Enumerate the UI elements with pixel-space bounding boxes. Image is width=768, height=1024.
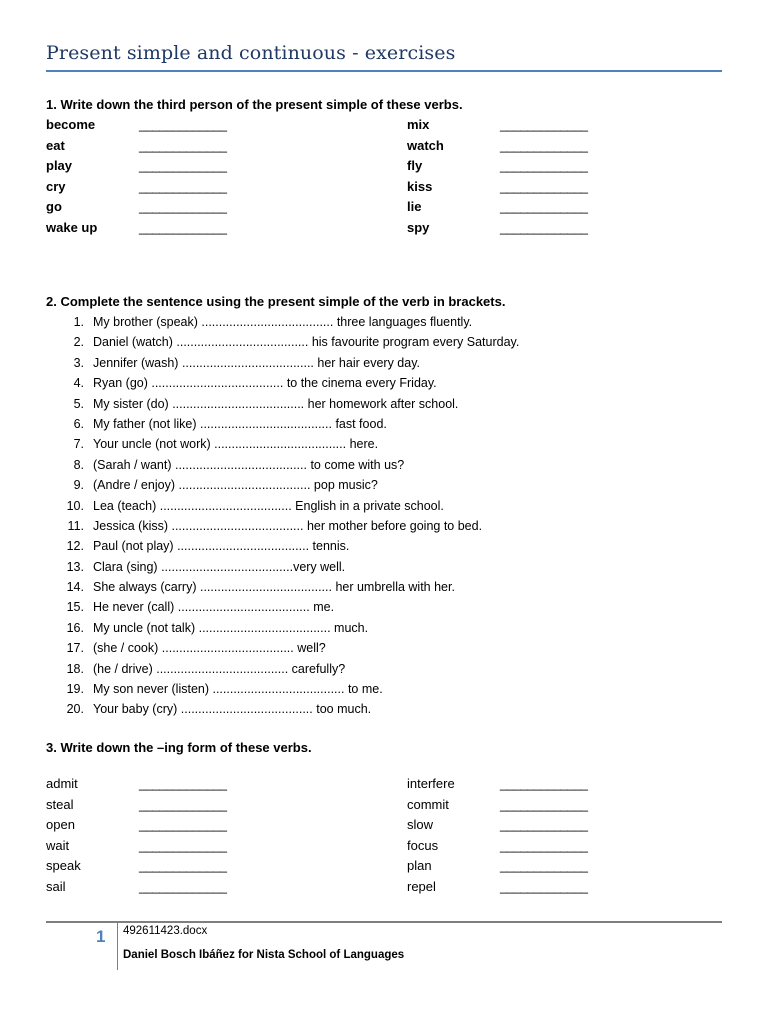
- sentence-after: too much.: [312, 702, 372, 717]
- answer-blank: _____________: [139, 219, 227, 235]
- sentence-blank: ......................................: [177, 539, 310, 554]
- sentence-blank: ......................................: [161, 641, 294, 656]
- answer-blank: _____________: [500, 178, 588, 194]
- verb-right: interfere: [407, 776, 455, 791]
- verb-right: watch: [407, 137, 444, 153]
- sentence-blank: ......................................: [176, 335, 309, 350]
- sentence-blank: ......................................: [159, 498, 292, 513]
- answer-blank: _____________: [500, 817, 588, 832]
- footer-author: Daniel Bosch Ibáñez for Nista School of Languages: [123, 949, 405, 961]
- verb-row: [46, 117, 606, 138]
- sentence-text: [93, 478, 378, 492]
- sentence-blank: ......................................: [171, 518, 304, 533]
- answer-blank: _____________: [139, 137, 227, 153]
- verb-right: kiss: [407, 178, 433, 194]
- sentence-blank: ......................................: [156, 661, 289, 676]
- sentence-after: to the cinema every Friday.: [283, 376, 437, 391]
- sentence-text: [93, 417, 387, 431]
- sentence-text: [93, 662, 345, 676]
- sentence-number: 8.: [73, 457, 84, 472]
- sentence-blank: ......................................: [181, 355, 314, 370]
- sentence-blank: ......................................: [198, 620, 331, 635]
- sentence-number: 6.: [73, 416, 84, 431]
- verb-left: wait: [46, 837, 70, 853]
- answer-blank: _____________: [139, 776, 227, 791]
- sentence-after: well?: [293, 641, 326, 656]
- verb-right: focus: [407, 837, 439, 853]
- answer-blank: _____________: [139, 878, 227, 894]
- sentence-blank: ......................................: [199, 416, 332, 431]
- sentence-number: 19.: [66, 682, 84, 697]
- sentence-text: [93, 519, 482, 533]
- verb-right: repel: [407, 878, 436, 894]
- sentence-text: [93, 499, 444, 513]
- sentence-text: [93, 335, 519, 349]
- section2-heading: 2. Complete the sentence using the present simple of the verb in brackets.: [46, 294, 506, 309]
- sentence-before: Paul (not play): [93, 539, 178, 554]
- verb-row: [46, 797, 606, 818]
- sentence-number: 11.: [67, 518, 84, 533]
- sentence-after: English in a private school.: [291, 498, 444, 513]
- sentence-after: fast food.: [331, 416, 387, 431]
- sentence-blank: ......................................: [151, 376, 284, 391]
- sentence-after: her umbrella with her.: [331, 580, 455, 595]
- footer-filename: 492611423.docx: [123, 925, 208, 937]
- sentence-item: [46, 315, 686, 335]
- sentence-item: [46, 397, 686, 417]
- footer-divider: [117, 922, 118, 970]
- sentence-before: Daniel (watch): [93, 335, 177, 350]
- verb-right: fly: [407, 158, 423, 173]
- verb-left: speak: [46, 858, 81, 873]
- sentence-after: very well.: [293, 559, 346, 574]
- verb-right: mix: [407, 117, 430, 132]
- sentence-item: [46, 641, 686, 661]
- sentence-before: Jennifer (wash): [93, 355, 182, 370]
- sentence-number: 12.: [66, 539, 84, 554]
- answer-blank: _____________: [139, 817, 227, 832]
- verb-left: play: [46, 158, 73, 173]
- sentence-blank: ......................................: [199, 580, 332, 595]
- answer-blank: _____________: [500, 776, 588, 791]
- sentence-item: [46, 356, 686, 376]
- sentence-after: here.: [346, 437, 379, 452]
- title-underline: [46, 70, 722, 72]
- answer-blank: _____________: [500, 219, 588, 235]
- sentence-item: [46, 335, 686, 355]
- sentence-after: her mother before going to bed.: [303, 518, 483, 533]
- verb-right: plan: [407, 858, 432, 873]
- answer-blank: _____________: [500, 158, 588, 173]
- sentence-text: [93, 397, 458, 411]
- sentence-number: 1.: [73, 315, 84, 329]
- verb-right: spy: [407, 219, 430, 235]
- verb-left: open: [46, 817, 75, 832]
- sentence-text: [93, 682, 383, 696]
- verb-right: slow: [407, 817, 434, 832]
- sentence-blank: ......................................: [161, 559, 294, 574]
- verb-left: become: [46, 117, 96, 132]
- sentence-after: to come with us?: [306, 457, 405, 472]
- section1-heading: 1. Write down the third person of the present simple of these verbs.: [46, 97, 463, 112]
- verb-left: steal: [46, 796, 74, 812]
- sentence-number: 17.: [66, 641, 84, 656]
- sentence-number: 16.: [66, 620, 84, 635]
- answer-blank: _____________: [139, 796, 227, 812]
- verb-left: cry: [46, 178, 66, 194]
- sentence-before: My sister (do): [93, 396, 173, 411]
- sentence-after: her homework after school.: [304, 396, 459, 411]
- sentence-before: Your uncle (not work): [93, 437, 215, 452]
- sentence-item: [46, 682, 686, 702]
- sentence-item: [46, 662, 686, 682]
- sentence-before: My uncle (not talk): [93, 620, 199, 635]
- sentence-text: [93, 600, 334, 614]
- sentence-before: Ryan (go): [93, 376, 152, 391]
- page-number: 1: [96, 927, 106, 946]
- answer-blank: _____________: [139, 837, 227, 853]
- sentence-after: pop music?: [310, 478, 378, 493]
- sentence-after: his favourite program every Saturday.: [308, 335, 520, 350]
- sentence-number: 7.: [73, 437, 84, 452]
- section1-verb-list: [46, 117, 606, 240]
- sentence-blank: ......................................: [178, 478, 311, 493]
- verb-left: sail: [46, 878, 66, 894]
- sentence-before: (Sarah / want): [93, 457, 175, 472]
- answer-blank: _____________: [139, 158, 227, 173]
- sentence-text: [93, 702, 371, 716]
- sentence-before: My father (not like): [93, 416, 200, 431]
- answer-blank: _____________: [500, 878, 588, 894]
- sentence-text: [93, 376, 437, 390]
- sentence-before: Your baby (cry): [93, 702, 181, 717]
- sentence-number: 2.: [73, 335, 84, 350]
- sentence-blank: ......................................: [180, 702, 313, 717]
- sentence-item: [46, 519, 686, 539]
- sentence-item: [46, 621, 686, 641]
- sentence-item: [46, 539, 686, 559]
- sentence-text: [93, 560, 345, 574]
- sentence-number: 5.: [73, 396, 84, 411]
- sentence-number: 9.: [73, 478, 84, 493]
- section2-sentence-list: [46, 315, 686, 723]
- sentence-item: [46, 376, 686, 396]
- sentence-text: [93, 356, 420, 370]
- answer-blank: _____________: [139, 199, 227, 214]
- sentence-item: [46, 702, 686, 722]
- sentence-text: [93, 458, 404, 472]
- verb-row: [46, 858, 606, 879]
- sentence-after: much.: [330, 620, 369, 635]
- answer-blank: _____________: [139, 117, 227, 132]
- verb-right: commit: [407, 796, 449, 812]
- sentence-before: (she / cook): [93, 641, 162, 656]
- verb-left: go: [46, 199, 62, 214]
- section3-verb-list: [46, 776, 606, 899]
- sentence-number: 18.: [66, 661, 84, 676]
- sentence-number: 14.: [66, 580, 84, 595]
- verb-row: [46, 838, 606, 859]
- sentence-before: (he / drive): [93, 661, 157, 676]
- sentence-after: carefully?: [288, 661, 346, 676]
- sentence-text: [93, 437, 378, 451]
- section3-heading: 3. Write down the –ing form of these verbs.: [46, 740, 312, 755]
- sentence-after: me.: [309, 600, 335, 615]
- sentence-item: [46, 600, 686, 620]
- sentence-number: 13.: [66, 559, 84, 574]
- answer-blank: _____________: [500, 137, 588, 153]
- sentence-text: [93, 621, 368, 635]
- verb-row: [46, 199, 606, 220]
- answer-blank: _____________: [500, 199, 588, 214]
- sentence-blank: ......................................: [172, 396, 305, 411]
- verb-row: [46, 220, 606, 241]
- sentence-after: tennis.: [309, 539, 350, 554]
- sentence-blank: ......................................: [214, 437, 347, 452]
- verb-row: [46, 817, 606, 838]
- answer-blank: _____________: [139, 178, 227, 194]
- sentence-item: [46, 458, 686, 478]
- sentence-after: to me.: [344, 682, 383, 697]
- answer-blank: _____________: [500, 117, 588, 132]
- sentence-before: My brother (speak): [93, 315, 202, 329]
- verb-left: wake up: [46, 219, 98, 235]
- sentence-number: 10.: [66, 498, 84, 513]
- verb-row: [46, 879, 606, 900]
- sentence-after: three languages fluently.: [333, 315, 473, 329]
- verb-row: [46, 158, 606, 179]
- sentence-item: [46, 560, 686, 580]
- verb-row: [46, 776, 606, 797]
- verb-left: admit: [46, 776, 78, 791]
- sentence-blank: ......................................: [177, 600, 310, 615]
- sentence-item: [46, 437, 686, 457]
- sentence-before: Jessica (kiss): [93, 518, 172, 533]
- sentence-before: My son never (listen): [93, 682, 213, 697]
- verb-left: eat: [46, 137, 65, 153]
- sentence-number: 4.: [73, 376, 84, 391]
- sentence-number: 3.: [73, 355, 84, 370]
- answer-blank: _____________: [500, 796, 588, 812]
- verb-right: lie: [407, 199, 422, 214]
- answer-blank: _____________: [500, 858, 588, 873]
- sentence-text: [93, 539, 349, 553]
- sentence-blank: ......................................: [174, 457, 307, 472]
- answer-blank: _____________: [500, 837, 588, 853]
- sentence-after: her hair every day.: [313, 355, 420, 370]
- footer-rule: [46, 921, 722, 923]
- sentence-item: [46, 580, 686, 600]
- sentence-text: [93, 641, 326, 655]
- answer-blank: _____________: [139, 858, 227, 873]
- sentence-before: Lea (teach): [93, 498, 160, 513]
- sentence-text: [93, 315, 472, 329]
- sentence-number: 15.: [66, 600, 84, 615]
- verb-row: [46, 138, 606, 159]
- sentence-before: He never (call): [93, 600, 178, 615]
- sentence-blank: ......................................: [212, 682, 345, 697]
- sentence-before: She always (carry): [93, 580, 200, 595]
- sentence-number: 20.: [66, 702, 84, 717]
- verb-row: [46, 179, 606, 200]
- sentence-item: [46, 417, 686, 437]
- sentence-before: (Andre / enjoy): [93, 478, 179, 493]
- page-title: Present simple and continuous - exercises: [46, 42, 456, 64]
- sentence-before: Clara (sing): [93, 559, 162, 574]
- sentence-item: [46, 499, 686, 519]
- sentence-text: [93, 580, 455, 594]
- sentence-item: [46, 478, 686, 498]
- sentence-blank: ......................................: [201, 315, 334, 329]
